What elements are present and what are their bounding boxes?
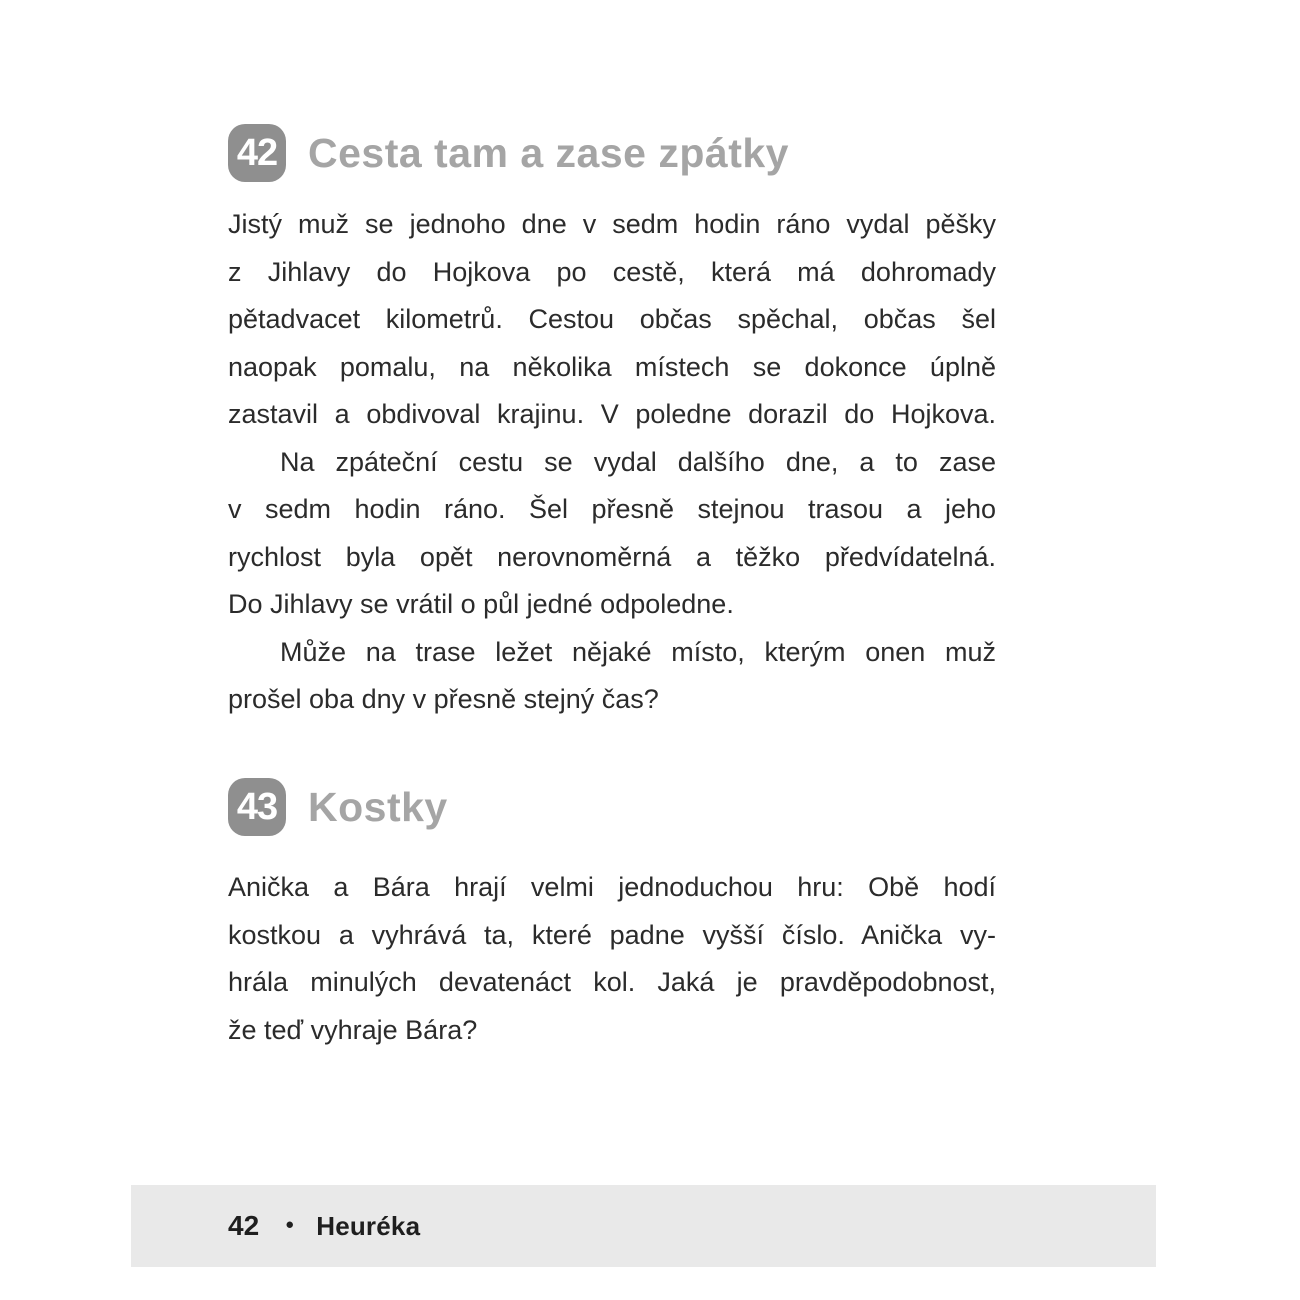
text-line: naopak pomalu, na několika místech se dokonce úplně bbox=[228, 351, 996, 382]
text-line: Do Jihlavy se vrátil o půl jedné odpoledne. bbox=[228, 589, 734, 619]
section-number-badge: 42 bbox=[228, 124, 286, 182]
section-title: Kostky bbox=[308, 783, 448, 830]
page-footer bbox=[131, 1185, 1156, 1267]
text-line: zastavil a obdivoval krajinu. V poledne dorazil do Hojkova. bbox=[228, 399, 996, 429]
text-line: Může na trase ležet nějaké místo, kterým onen muž bbox=[280, 636, 996, 667]
text-line: prošel oba dny v přesně stejný čas? bbox=[228, 684, 659, 714]
section-heading-42 bbox=[228, 124, 789, 182]
section-heading-43 bbox=[228, 778, 448, 836]
section-body-43 bbox=[228, 864, 996, 1054]
text-line: v sedm hodin ráno. Šel přesně stejnou trasou a jeho bbox=[228, 494, 996, 524]
text-line: kostkou a vyhrává ta, které padne vyšší číslo. Anička vy- bbox=[228, 919, 996, 950]
text-line: že teď vyhraje Bára? bbox=[228, 1014, 478, 1045]
section-number-badge: 43 bbox=[228, 778, 286, 836]
text-line: rychlost byla opět nerovnoměrná a těžko předvídatelná. bbox=[228, 541, 996, 572]
text-line: Jistý muž se jednoho dne v sedm hodin ráno vydal pěšky bbox=[228, 209, 996, 239]
text-line: Anička a Bára hrají velmi jednoduchou hru: Obě hodí bbox=[228, 872, 996, 902]
text-line: Na zpáteční cestu se vydal dalšího dne, a to zase bbox=[280, 446, 996, 477]
footer-book-title: Heuréka bbox=[316, 1210, 421, 1241]
text-line: z Jihlavy do Hojkova po cestě, která má dohromady bbox=[228, 256, 996, 287]
section-title: Cesta tam a zase zpátky bbox=[308, 129, 789, 176]
text-line: hrála minulých devatenáct kol. Jaká je pravděpodobnost, bbox=[228, 967, 996, 997]
section-body-42 bbox=[228, 201, 996, 724]
text-line: pětadvacet kilometrů. Cestou občas spěchal, občas šel bbox=[228, 304, 996, 334]
footer-page-number: 42 bbox=[228, 1210, 260, 1241]
footer-bullet-icon: ● bbox=[285, 1215, 295, 1233]
